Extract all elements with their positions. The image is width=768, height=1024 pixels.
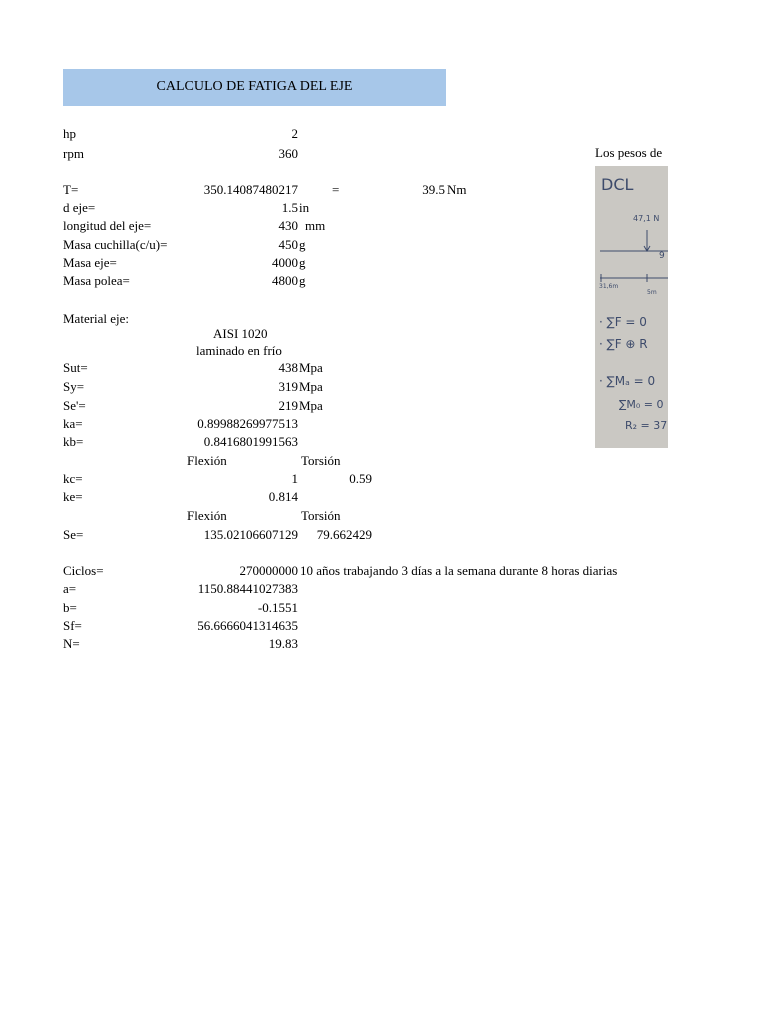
shaft-mass-value: 4000 — [272, 255, 298, 270]
pulley-mass-label: Masa polea= — [63, 273, 130, 288]
length-unit: mm — [305, 218, 326, 233]
length-label: longitud del eje= — [63, 218, 152, 233]
shaft-mass-unit: g — [299, 255, 306, 270]
b-label: b= — [63, 600, 77, 615]
kc-flexion-value: 1 — [291, 471, 298, 486]
blade-mass-label: Masa cuchilla(c/u)= — [63, 237, 168, 252]
sy-label: Sy= — [63, 379, 85, 394]
torsion-header-1: Torsión — [301, 453, 341, 468]
ke-label: ke= — [63, 489, 83, 504]
a-label: a= — [63, 581, 77, 596]
rpm-value: 360 — [278, 146, 298, 161]
photo-text-force: 47,1 N — [633, 214, 660, 223]
sf-value: 56.6666041314635 — [197, 618, 298, 633]
n-value: 19.83 — [268, 636, 298, 651]
torque-nm-unit: Nm — [447, 182, 467, 197]
blade-mass-unit: g — [299, 237, 306, 252]
kb-label: kb= — [63, 434, 84, 449]
photo-text-dcl: DCL — [601, 175, 634, 194]
blade-mass-value: 450 — [278, 237, 298, 252]
se-prime-value: 219 — [278, 398, 298, 413]
material-name: AISI 1020 — [213, 326, 268, 341]
ka-value: 0.89988269977513 — [197, 416, 298, 431]
sut-label: Sut= — [63, 360, 88, 375]
torque-label: T= — [63, 182, 79, 197]
sut-unit: Mpa — [299, 360, 323, 375]
sut-value: 438 — [278, 360, 298, 375]
se-flexion-value: 135.02106607129 — [203, 527, 298, 542]
length-value: 430 — [278, 218, 298, 233]
sy-unit: Mpa — [299, 379, 323, 394]
se-prime-unit: Mpa — [299, 398, 323, 413]
shaft-mass-label: Masa eje= — [63, 255, 117, 270]
material-process: laminado en frío — [196, 343, 282, 358]
hp-label: hp — [63, 126, 76, 141]
photo-text-r2: R₂ = 37 — [625, 419, 668, 432]
hp-value: 2 — [291, 126, 298, 141]
diameter-unit: in — [299, 200, 310, 215]
a-value: 1150.88441027383 — [197, 581, 298, 596]
photo-text-dim2: 5m — [647, 289, 657, 296]
pulley-mass-unit: g — [299, 273, 306, 288]
pulley-mass-value: 4800 — [272, 273, 298, 288]
kc-torsion-value: 0.59 — [349, 471, 372, 486]
photo-text-summb: ∑M₀ = 0 — [619, 398, 664, 411]
torque-nm-value: 39.5 — [422, 182, 445, 197]
free-body-diagram-sketch — [595, 166, 668, 448]
photo-text-sumf2: · ∑F ⊕ R — [599, 337, 648, 351]
side-note: Los pesos de — [595, 145, 663, 160]
kb-value: 0.8416801991563 — [203, 434, 298, 449]
photo-text-sumf: · ∑F = 0 — [599, 315, 647, 329]
cycles-value: 270000000 — [239, 563, 298, 578]
flexion-header-1: Flexión — [187, 453, 227, 468]
ke-value: 0.814 — [268, 489, 298, 504]
torque-value: 350.14087480217 — [203, 182, 298, 197]
se-torsion-value: 79.662429 — [316, 527, 372, 542]
free-body-diagram-photo — [595, 166, 668, 448]
torque-equals: = — [332, 182, 340, 197]
sheet-title: CALCULO DE FATIGA DEL EJE — [156, 79, 353, 94]
cycles-note: 10 años trabajando 3 días a la semana durante 8 horas diarias — [300, 563, 618, 578]
sy-value: 319 — [278, 379, 298, 394]
photo-text-dim1: 31,6m — [599, 283, 619, 290]
torsion-header-2: Torsión — [301, 508, 341, 523]
b-value: -0.1551 — [257, 600, 298, 615]
photo-text-summa: · ∑Mₐ = 0 — [599, 374, 656, 388]
se-prime-label: Se'= — [63, 398, 86, 413]
material-label: Material eje: — [63, 311, 130, 326]
flexion-header-2: Flexión — [187, 508, 227, 523]
se-label: Se= — [63, 527, 84, 542]
sf-label: Sf= — [63, 618, 82, 633]
diameter-value: 1.5 — [281, 200, 298, 215]
cycles-label: Ciclos= — [63, 563, 104, 578]
title-banner — [63, 69, 446, 106]
n-label: N= — [63, 636, 80, 651]
kc-label: kc= — [63, 471, 83, 486]
rpm-label: rpm — [63, 146, 84, 161]
diameter-label: d eje= — [63, 200, 96, 215]
photo-text-nine: 9 — [659, 251, 665, 261]
ka-label: ka= — [63, 416, 83, 431]
